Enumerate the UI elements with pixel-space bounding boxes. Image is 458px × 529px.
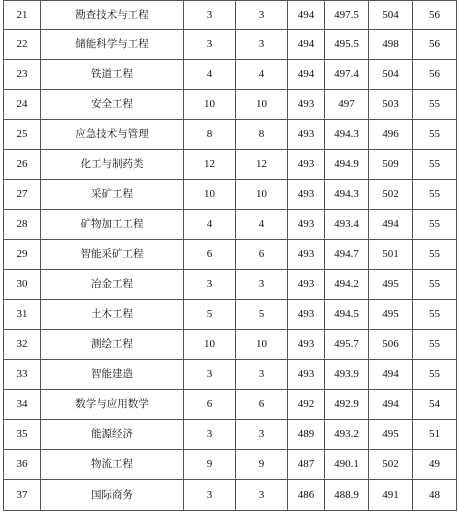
admitted-count-cell: 3 xyxy=(236,30,288,60)
min-score-cell: 493 xyxy=(288,300,325,330)
admitted-count-cell: 3 xyxy=(236,420,288,450)
max-score-cell: 498 xyxy=(369,30,413,60)
admitted-count-cell: 8 xyxy=(236,120,288,150)
major-name-cell: 数学与应用数学 xyxy=(41,390,184,420)
admitted-count-cell: 3 xyxy=(236,270,288,300)
major-name-cell: 应急技术与管理 xyxy=(41,120,184,150)
plan-count-cell: 10 xyxy=(184,330,236,360)
table-body xyxy=(4,1,457,511)
admitted-count-cell: 9 xyxy=(236,450,288,480)
plan-count-cell: 3 xyxy=(184,360,236,390)
row-number-cell: 37 xyxy=(4,480,41,511)
row-number-cell: 27 xyxy=(4,180,41,210)
plan-count-cell: 3 xyxy=(184,30,236,60)
min-score-cell: 493 xyxy=(288,150,325,180)
score-diff-cell: 55 xyxy=(413,120,457,150)
score-diff-cell: 56 xyxy=(413,1,457,30)
major-name-cell: 铁道工程 xyxy=(41,60,184,90)
table-row xyxy=(4,90,457,120)
admitted-count-cell: 4 xyxy=(236,210,288,240)
major-name-cell: 智能建造 xyxy=(41,360,184,390)
max-score-cell: 506 xyxy=(369,330,413,360)
score-diff-cell: 55 xyxy=(413,210,457,240)
score-diff-cell: 54 xyxy=(413,390,457,420)
table-row xyxy=(4,270,457,300)
row-number-cell: 21 xyxy=(4,1,41,30)
major-name-cell: 土木工程 xyxy=(41,300,184,330)
admitted-count-cell: 5 xyxy=(236,300,288,330)
major-name-cell: 勘查技术与工程 xyxy=(41,1,184,30)
row-number-cell: 30 xyxy=(4,270,41,300)
min-score-cell: 493 xyxy=(288,240,325,270)
admitted-count-cell: 10 xyxy=(236,330,288,360)
table-row xyxy=(4,180,457,210)
score-diff-cell: 48 xyxy=(413,480,457,511)
max-score-cell: 504 xyxy=(369,1,413,30)
table-row xyxy=(4,420,457,450)
row-number-cell: 29 xyxy=(4,240,41,270)
admitted-count-cell: 3 xyxy=(236,1,288,30)
min-score-cell: 493 xyxy=(288,330,325,360)
max-score-cell: 494 xyxy=(369,390,413,420)
score-diff-cell: 55 xyxy=(413,150,457,180)
min-score-cell: 493 xyxy=(288,210,325,240)
row-number-cell: 35 xyxy=(4,420,41,450)
min-score-cell: 493 xyxy=(288,90,325,120)
table-row xyxy=(4,120,457,150)
major-name-cell: 测绘工程 xyxy=(41,330,184,360)
avg-score-cell: 497.5 xyxy=(325,1,369,30)
min-score-cell: 486 xyxy=(288,480,325,511)
major-name-cell: 国际商务 xyxy=(41,480,184,511)
avg-score-cell: 493.4 xyxy=(325,210,369,240)
plan-count-cell: 10 xyxy=(184,180,236,210)
major-name-cell: 化工与制药类 xyxy=(41,150,184,180)
table-row xyxy=(4,240,457,270)
min-score-cell: 492 xyxy=(288,390,325,420)
avg-score-cell: 494.7 xyxy=(325,240,369,270)
table-row xyxy=(4,300,457,330)
max-score-cell: 501 xyxy=(369,240,413,270)
score-diff-cell: 55 xyxy=(413,360,457,390)
plan-count-cell: 12 xyxy=(184,150,236,180)
table-row xyxy=(4,360,457,390)
admission-scores-table xyxy=(3,0,457,511)
avg-score-cell: 497.4 xyxy=(325,60,369,90)
table-row xyxy=(4,1,457,30)
max-score-cell: 494 xyxy=(369,210,413,240)
plan-count-cell: 3 xyxy=(184,480,236,511)
avg-score-cell: 494.5 xyxy=(325,300,369,330)
plan-count-cell: 3 xyxy=(184,420,236,450)
max-score-cell: 495 xyxy=(369,300,413,330)
score-diff-cell: 51 xyxy=(413,420,457,450)
row-number-cell: 23 xyxy=(4,60,41,90)
max-score-cell: 502 xyxy=(369,180,413,210)
max-score-cell: 503 xyxy=(369,90,413,120)
admitted-count-cell: 12 xyxy=(236,150,288,180)
table-row xyxy=(4,150,457,180)
table-row xyxy=(4,210,457,240)
table-row xyxy=(4,450,457,480)
admitted-count-cell: 6 xyxy=(236,390,288,420)
score-diff-cell: 56 xyxy=(413,60,457,90)
avg-score-cell: 493.2 xyxy=(325,420,369,450)
admitted-count-cell: 10 xyxy=(236,90,288,120)
table-row xyxy=(4,60,457,90)
min-score-cell: 494 xyxy=(288,60,325,90)
avg-score-cell: 494.9 xyxy=(325,150,369,180)
table-row xyxy=(4,390,457,420)
score-diff-cell: 49 xyxy=(413,450,457,480)
avg-score-cell: 497 xyxy=(325,90,369,120)
plan-count-cell: 4 xyxy=(184,210,236,240)
plan-count-cell: 3 xyxy=(184,1,236,30)
plan-count-cell: 5 xyxy=(184,300,236,330)
major-name-cell: 智能采矿工程 xyxy=(41,240,184,270)
table-row xyxy=(4,330,457,360)
plan-count-cell: 3 xyxy=(184,270,236,300)
row-number-cell: 32 xyxy=(4,330,41,360)
min-score-cell: 493 xyxy=(288,360,325,390)
max-score-cell: 491 xyxy=(369,480,413,511)
avg-score-cell: 495.5 xyxy=(325,30,369,60)
major-name-cell: 安全工程 xyxy=(41,90,184,120)
table-row xyxy=(4,480,457,511)
score-diff-cell: 55 xyxy=(413,270,457,300)
row-number-cell: 36 xyxy=(4,450,41,480)
max-score-cell: 502 xyxy=(369,450,413,480)
score-diff-cell: 55 xyxy=(413,180,457,210)
score-diff-cell: 56 xyxy=(413,30,457,60)
min-score-cell: 489 xyxy=(288,420,325,450)
avg-score-cell: 493.9 xyxy=(325,360,369,390)
max-score-cell: 509 xyxy=(369,150,413,180)
min-score-cell: 494 xyxy=(288,30,325,60)
row-number-cell: 31 xyxy=(4,300,41,330)
table-row xyxy=(4,30,457,60)
admitted-count-cell: 4 xyxy=(236,60,288,90)
plan-count-cell: 10 xyxy=(184,90,236,120)
max-score-cell: 496 xyxy=(369,120,413,150)
major-name-cell: 矿物加工工程 xyxy=(41,210,184,240)
admitted-count-cell: 3 xyxy=(236,480,288,511)
row-number-cell: 28 xyxy=(4,210,41,240)
row-number-cell: 22 xyxy=(4,30,41,60)
row-number-cell: 25 xyxy=(4,120,41,150)
major-name-cell: 采矿工程 xyxy=(41,180,184,210)
plan-count-cell: 8 xyxy=(184,120,236,150)
min-score-cell: 493 xyxy=(288,270,325,300)
max-score-cell: 495 xyxy=(369,270,413,300)
major-name-cell: 物流工程 xyxy=(41,450,184,480)
avg-score-cell: 490.1 xyxy=(325,450,369,480)
admitted-count-cell: 3 xyxy=(236,360,288,390)
admitted-count-cell: 10 xyxy=(236,180,288,210)
max-score-cell: 495 xyxy=(369,420,413,450)
min-score-cell: 493 xyxy=(288,180,325,210)
score-diff-cell: 55 xyxy=(413,300,457,330)
score-diff-cell: 55 xyxy=(413,330,457,360)
row-number-cell: 24 xyxy=(4,90,41,120)
plan-count-cell: 6 xyxy=(184,240,236,270)
row-number-cell: 34 xyxy=(4,390,41,420)
score-diff-cell: 55 xyxy=(413,90,457,120)
avg-score-cell: 492.9 xyxy=(325,390,369,420)
row-number-cell: 33 xyxy=(4,360,41,390)
avg-score-cell: 494.3 xyxy=(325,120,369,150)
major-name-cell: 储能科学与工程 xyxy=(41,30,184,60)
avg-score-cell: 495.7 xyxy=(325,330,369,360)
min-score-cell: 487 xyxy=(288,450,325,480)
score-diff-cell: 55 xyxy=(413,240,457,270)
plan-count-cell: 4 xyxy=(184,60,236,90)
avg-score-cell: 494.3 xyxy=(325,180,369,210)
admitted-count-cell: 6 xyxy=(236,240,288,270)
major-name-cell: 能源经济 xyxy=(41,420,184,450)
row-number-cell: 26 xyxy=(4,150,41,180)
min-score-cell: 493 xyxy=(288,120,325,150)
plan-count-cell: 9 xyxy=(184,450,236,480)
avg-score-cell: 488.9 xyxy=(325,480,369,511)
min-score-cell: 494 xyxy=(288,1,325,30)
max-score-cell: 494 xyxy=(369,360,413,390)
avg-score-cell: 494.2 xyxy=(325,270,369,300)
plan-count-cell: 6 xyxy=(184,390,236,420)
major-name-cell: 冶金工程 xyxy=(41,270,184,300)
max-score-cell: 504 xyxy=(369,60,413,90)
